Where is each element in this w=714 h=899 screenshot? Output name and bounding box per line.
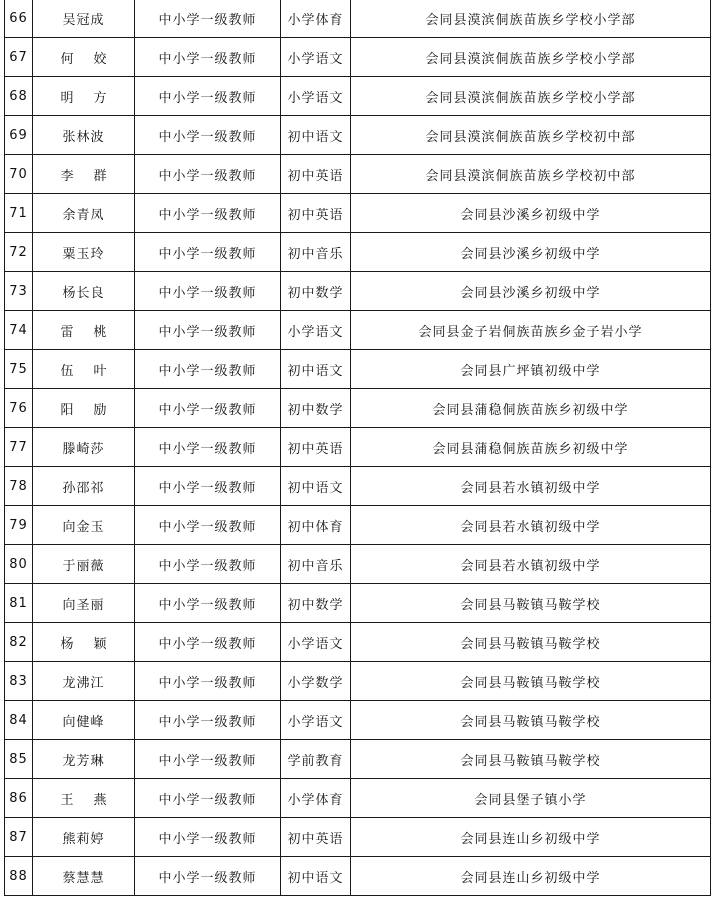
teacher-subject: 初中数学 [281, 584, 351, 623]
teacher-name: 张林波 [33, 116, 135, 155]
teacher-title: 中小学一级教师 [135, 662, 281, 701]
teacher-school: 会同县蒲稳侗族苗族乡初级中学 [351, 389, 711, 428]
teacher-name: 吴冠成 [33, 0, 135, 38]
teacher-school: 会同县若水镇初级中学 [351, 506, 711, 545]
table-row [5, 506, 711, 545]
teacher-school: 会同县连山乡初级中学 [351, 857, 711, 896]
teacher-title: 中小学一级教师 [135, 155, 281, 194]
teacher-name: 向金玉 [33, 506, 135, 545]
teacher-school: 会同县沙溪乡初级中学 [351, 272, 711, 311]
teacher-school: 会同县若水镇初级中学 [351, 545, 711, 584]
teacher-name: 雷桃 [33, 311, 135, 350]
teacher-name: 余青凤 [33, 194, 135, 233]
teacher-subject: 初中体育 [281, 506, 351, 545]
row-number: 73 [5, 272, 33, 311]
teacher-roster-table [4, 0, 711, 896]
table-row [5, 38, 711, 77]
row-number: 67 [5, 38, 33, 77]
row-number: 79 [5, 506, 33, 545]
teacher-name: 杨颖 [33, 623, 135, 662]
row-number: 72 [5, 233, 33, 272]
teacher-school: 会同县马鞍镇马鞍学校 [351, 623, 711, 662]
row-number: 87 [5, 818, 33, 857]
teacher-subject: 初中音乐 [281, 545, 351, 584]
table-row [5, 467, 711, 506]
teacher-title: 中小学一级教师 [135, 194, 281, 233]
teacher-title: 中小学一级教师 [135, 38, 281, 77]
row-number: 74 [5, 311, 33, 350]
table-row [5, 428, 711, 467]
row-number: 88 [5, 857, 33, 896]
teacher-title: 中小学一级教师 [135, 506, 281, 545]
teacher-subject: 学前教育 [281, 740, 351, 779]
teacher-subject: 小学语文 [281, 38, 351, 77]
teacher-name: 杨长良 [33, 272, 135, 311]
teacher-school: 会同县若水镇初级中学 [351, 467, 711, 506]
teacher-school: 会同县马鞍镇马鞍学校 [351, 740, 711, 779]
row-number: 83 [5, 662, 33, 701]
row-number: 70 [5, 155, 33, 194]
table-row [5, 233, 711, 272]
teacher-subject: 初中数学 [281, 389, 351, 428]
teacher-name: 明方 [33, 77, 135, 116]
teacher-name: 龙沸江 [33, 662, 135, 701]
teacher-subject: 初中语文 [281, 467, 351, 506]
teacher-title: 中小学一级教师 [135, 545, 281, 584]
teacher-subject: 初中语文 [281, 116, 351, 155]
table-row [5, 740, 711, 779]
teacher-school: 会同县漠滨侗族苗族乡学校小学部 [351, 77, 711, 116]
teacher-name: 何姣 [33, 38, 135, 77]
teacher-subject: 初中语文 [281, 350, 351, 389]
teacher-subject: 小学数学 [281, 662, 351, 701]
row-number: 75 [5, 350, 33, 389]
teacher-school: 会同县蒲稳侗族苗族乡初级中学 [351, 428, 711, 467]
row-number: 76 [5, 389, 33, 428]
teacher-subject: 初中音乐 [281, 233, 351, 272]
table-row [5, 194, 711, 233]
table-row [5, 701, 711, 740]
teacher-name: 蔡慧慧 [33, 857, 135, 896]
teacher-title: 中小学一级教师 [135, 779, 281, 818]
table-row [5, 155, 711, 194]
teacher-subject: 初中英语 [281, 194, 351, 233]
row-number: 86 [5, 779, 33, 818]
teacher-name: 王燕 [33, 779, 135, 818]
table-row [5, 311, 711, 350]
teacher-subject: 初中英语 [281, 155, 351, 194]
teacher-name: 向健峰 [33, 701, 135, 740]
teacher-school: 会同县沙溪乡初级中学 [351, 194, 711, 233]
teacher-school: 会同县漠滨侗族苗族乡学校小学部 [351, 0, 711, 38]
teacher-title: 中小学一级教师 [135, 350, 281, 389]
teacher-subject: 初中语文 [281, 857, 351, 896]
teacher-title: 中小学一级教师 [135, 623, 281, 662]
table-row [5, 779, 711, 818]
table-row [5, 818, 711, 857]
table-row [5, 623, 711, 662]
teacher-title: 中小学一级教师 [135, 428, 281, 467]
row-number: 77 [5, 428, 33, 467]
row-number: 68 [5, 77, 33, 116]
teacher-title: 中小学一级教师 [135, 116, 281, 155]
teacher-subject: 小学体育 [281, 0, 351, 38]
teacher-title: 中小学一级教师 [135, 818, 281, 857]
teacher-name: 阳励 [33, 389, 135, 428]
row-number: 84 [5, 701, 33, 740]
teacher-school: 会同县广坪镇初级中学 [351, 350, 711, 389]
teacher-school: 会同县连山乡初级中学 [351, 818, 711, 857]
table-row [5, 0, 711, 38]
row-number: 81 [5, 584, 33, 623]
teacher-name: 滕崎莎 [33, 428, 135, 467]
row-number: 80 [5, 545, 33, 584]
teacher-title: 中小学一级教师 [135, 584, 281, 623]
teacher-name: 粟玉玲 [33, 233, 135, 272]
table-row [5, 662, 711, 701]
teacher-school: 会同县沙溪乡初级中学 [351, 233, 711, 272]
table-row [5, 350, 711, 389]
teacher-school: 会同县漠滨侗族苗族乡学校小学部 [351, 38, 711, 77]
teacher-name: 李群 [33, 155, 135, 194]
teacher-name: 向圣丽 [33, 584, 135, 623]
row-number: 85 [5, 740, 33, 779]
row-number: 66 [5, 0, 33, 38]
row-number: 78 [5, 467, 33, 506]
teacher-title: 中小学一级教师 [135, 0, 281, 38]
teacher-subject: 初中数学 [281, 272, 351, 311]
teacher-title: 中小学一级教师 [135, 77, 281, 116]
teacher-school: 会同县马鞍镇马鞍学校 [351, 701, 711, 740]
roster-body [5, 0, 711, 896]
table-row [5, 389, 711, 428]
teacher-title: 中小学一级教师 [135, 857, 281, 896]
teacher-title: 中小学一级教师 [135, 311, 281, 350]
teacher-subject: 小学语文 [281, 623, 351, 662]
teacher-school: 会同县堡子镇小学 [351, 779, 711, 818]
teacher-school: 会同县漠滨侗族苗族乡学校初中部 [351, 155, 711, 194]
row-number: 82 [5, 623, 33, 662]
teacher-school: 会同县漠滨侗族苗族乡学校初中部 [351, 116, 711, 155]
teacher-name: 孙邵祁 [33, 467, 135, 506]
teacher-title: 中小学一级教师 [135, 272, 281, 311]
table-row [5, 857, 711, 896]
teacher-name: 龙芳琳 [33, 740, 135, 779]
row-number: 71 [5, 194, 33, 233]
table-row [5, 545, 711, 584]
teacher-subject: 小学语文 [281, 77, 351, 116]
teacher-title: 中小学一级教师 [135, 740, 281, 779]
table-row [5, 272, 711, 311]
table-row [5, 77, 711, 116]
teacher-subject: 小学体育 [281, 779, 351, 818]
row-number: 69 [5, 116, 33, 155]
teacher-title: 中小学一级教师 [135, 701, 281, 740]
teacher-name: 熊莉婷 [33, 818, 135, 857]
teacher-subject: 初中英语 [281, 428, 351, 467]
teacher-school: 会同县马鞍镇马鞍学校 [351, 662, 711, 701]
table-row [5, 116, 711, 155]
teacher-title: 中小学一级教师 [135, 467, 281, 506]
teacher-subject: 小学语文 [281, 701, 351, 740]
table-row [5, 584, 711, 623]
teacher-subject: 初中英语 [281, 818, 351, 857]
teacher-school: 会同县金子岩侗族苗族乡金子岩小学 [351, 311, 711, 350]
teacher-name: 于丽薇 [33, 545, 135, 584]
teacher-title: 中小学一级教师 [135, 233, 281, 272]
teacher-school: 会同县马鞍镇马鞍学校 [351, 584, 711, 623]
teacher-subject: 小学语文 [281, 311, 351, 350]
teacher-title: 中小学一级教师 [135, 389, 281, 428]
teacher-name: 伍叶 [33, 350, 135, 389]
